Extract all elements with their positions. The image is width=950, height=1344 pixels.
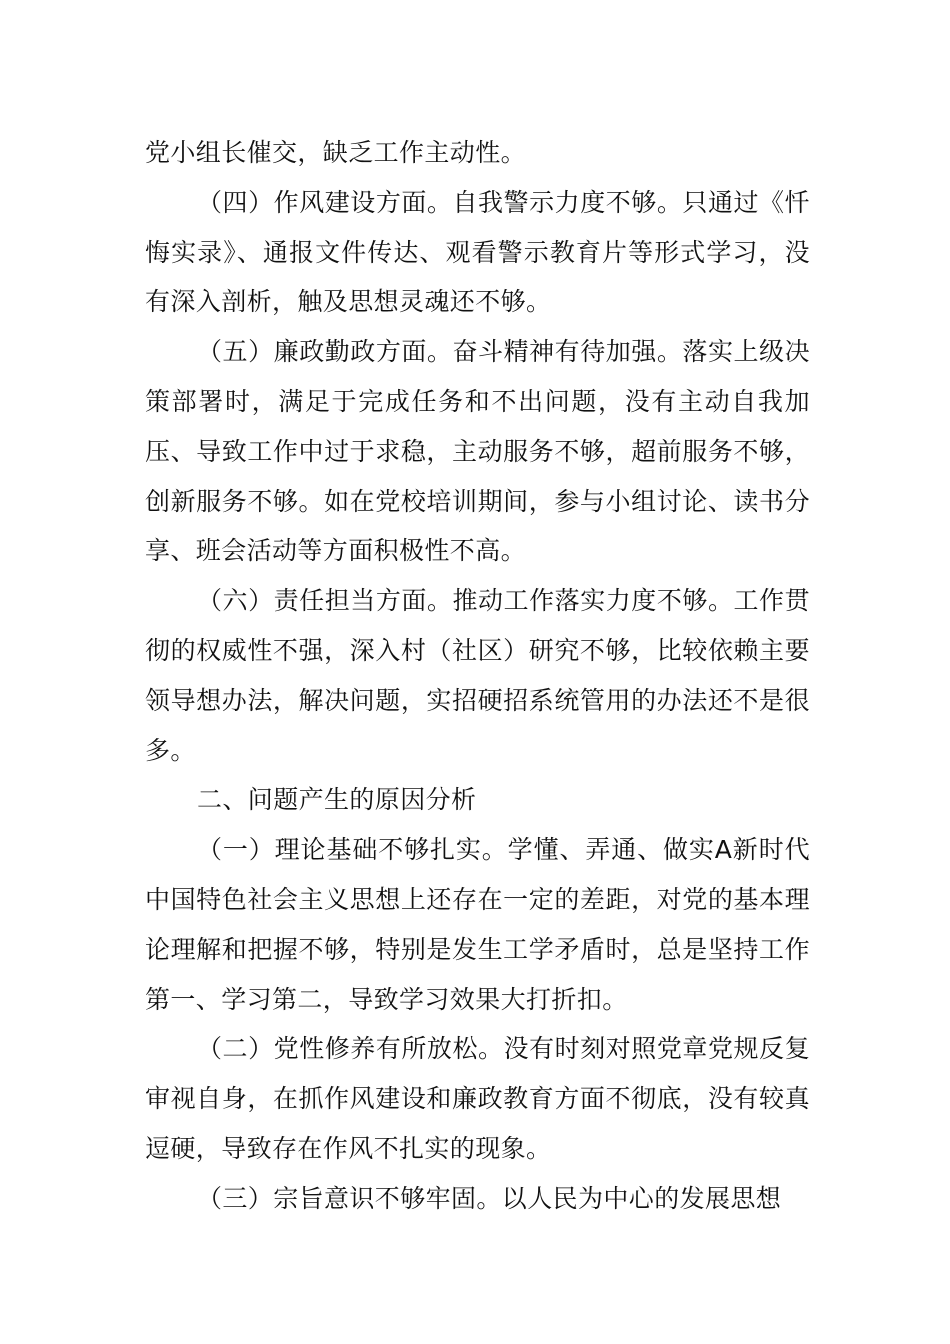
paragraph-continuation: 党小组长催交，缺乏工作主动性。 xyxy=(145,138,527,167)
paragraph-responsibility: （六）责任担当方面。推动工作落实力度不够。工作贯彻的权威性不强，深入村（社区）研究不够，比较依赖主要领导想办法，解决问题，实招硬招系统管用的办法还不是很多。 xyxy=(145,586,810,765)
paragraph-purpose-awareness: （三）宗旨意识不够牢固。以人民为中心的发展思想 xyxy=(197,1183,782,1213)
paragraph-party-spirit: （二）党性修养有所放松。没有时刻对照党章党规反复审视自身，在抓作风建设和廉政教育方面不彻底，没有较真逗硬，导致存在作风不扎实的现象。 xyxy=(145,1034,810,1163)
paragraph-theory-foundation: （一）理论基础不够扎实。学懂、弄通、做实A新时代中国特色社会主义思想上还存在一定的差距，对党的基本理论理解和把握不够，特别是发生工学矛盾时，总是坚持工作第一、学习第二，导致学习效果大打折扣。 xyxy=(145,835,810,1014)
paragraph-integrity-diligence: （五）廉政勤政方面。奋斗精神有待加强。落实上级决策部署时，满足于完成任务和不出问题，没有主动自我加压、导致工作中过于求稳，主动服务不够，超前服务不够，创新服务不够。如在党校培训期间，参与小组讨论、读书分享、班会活动等方面积极性不高。 xyxy=(145,337,810,566)
section-heading-cause-analysis: 二、问题产生的原因分析 xyxy=(197,785,477,815)
document-body xyxy=(145,128,810,1224)
paragraph-work-style: （四）作风建设方面。自我警示力度不够。只通过《忏悔实录》、通报文件传达、观看警示教育片等形式学习，没有深入剖析，触及思想灵魂还不够。 xyxy=(145,187,810,317)
